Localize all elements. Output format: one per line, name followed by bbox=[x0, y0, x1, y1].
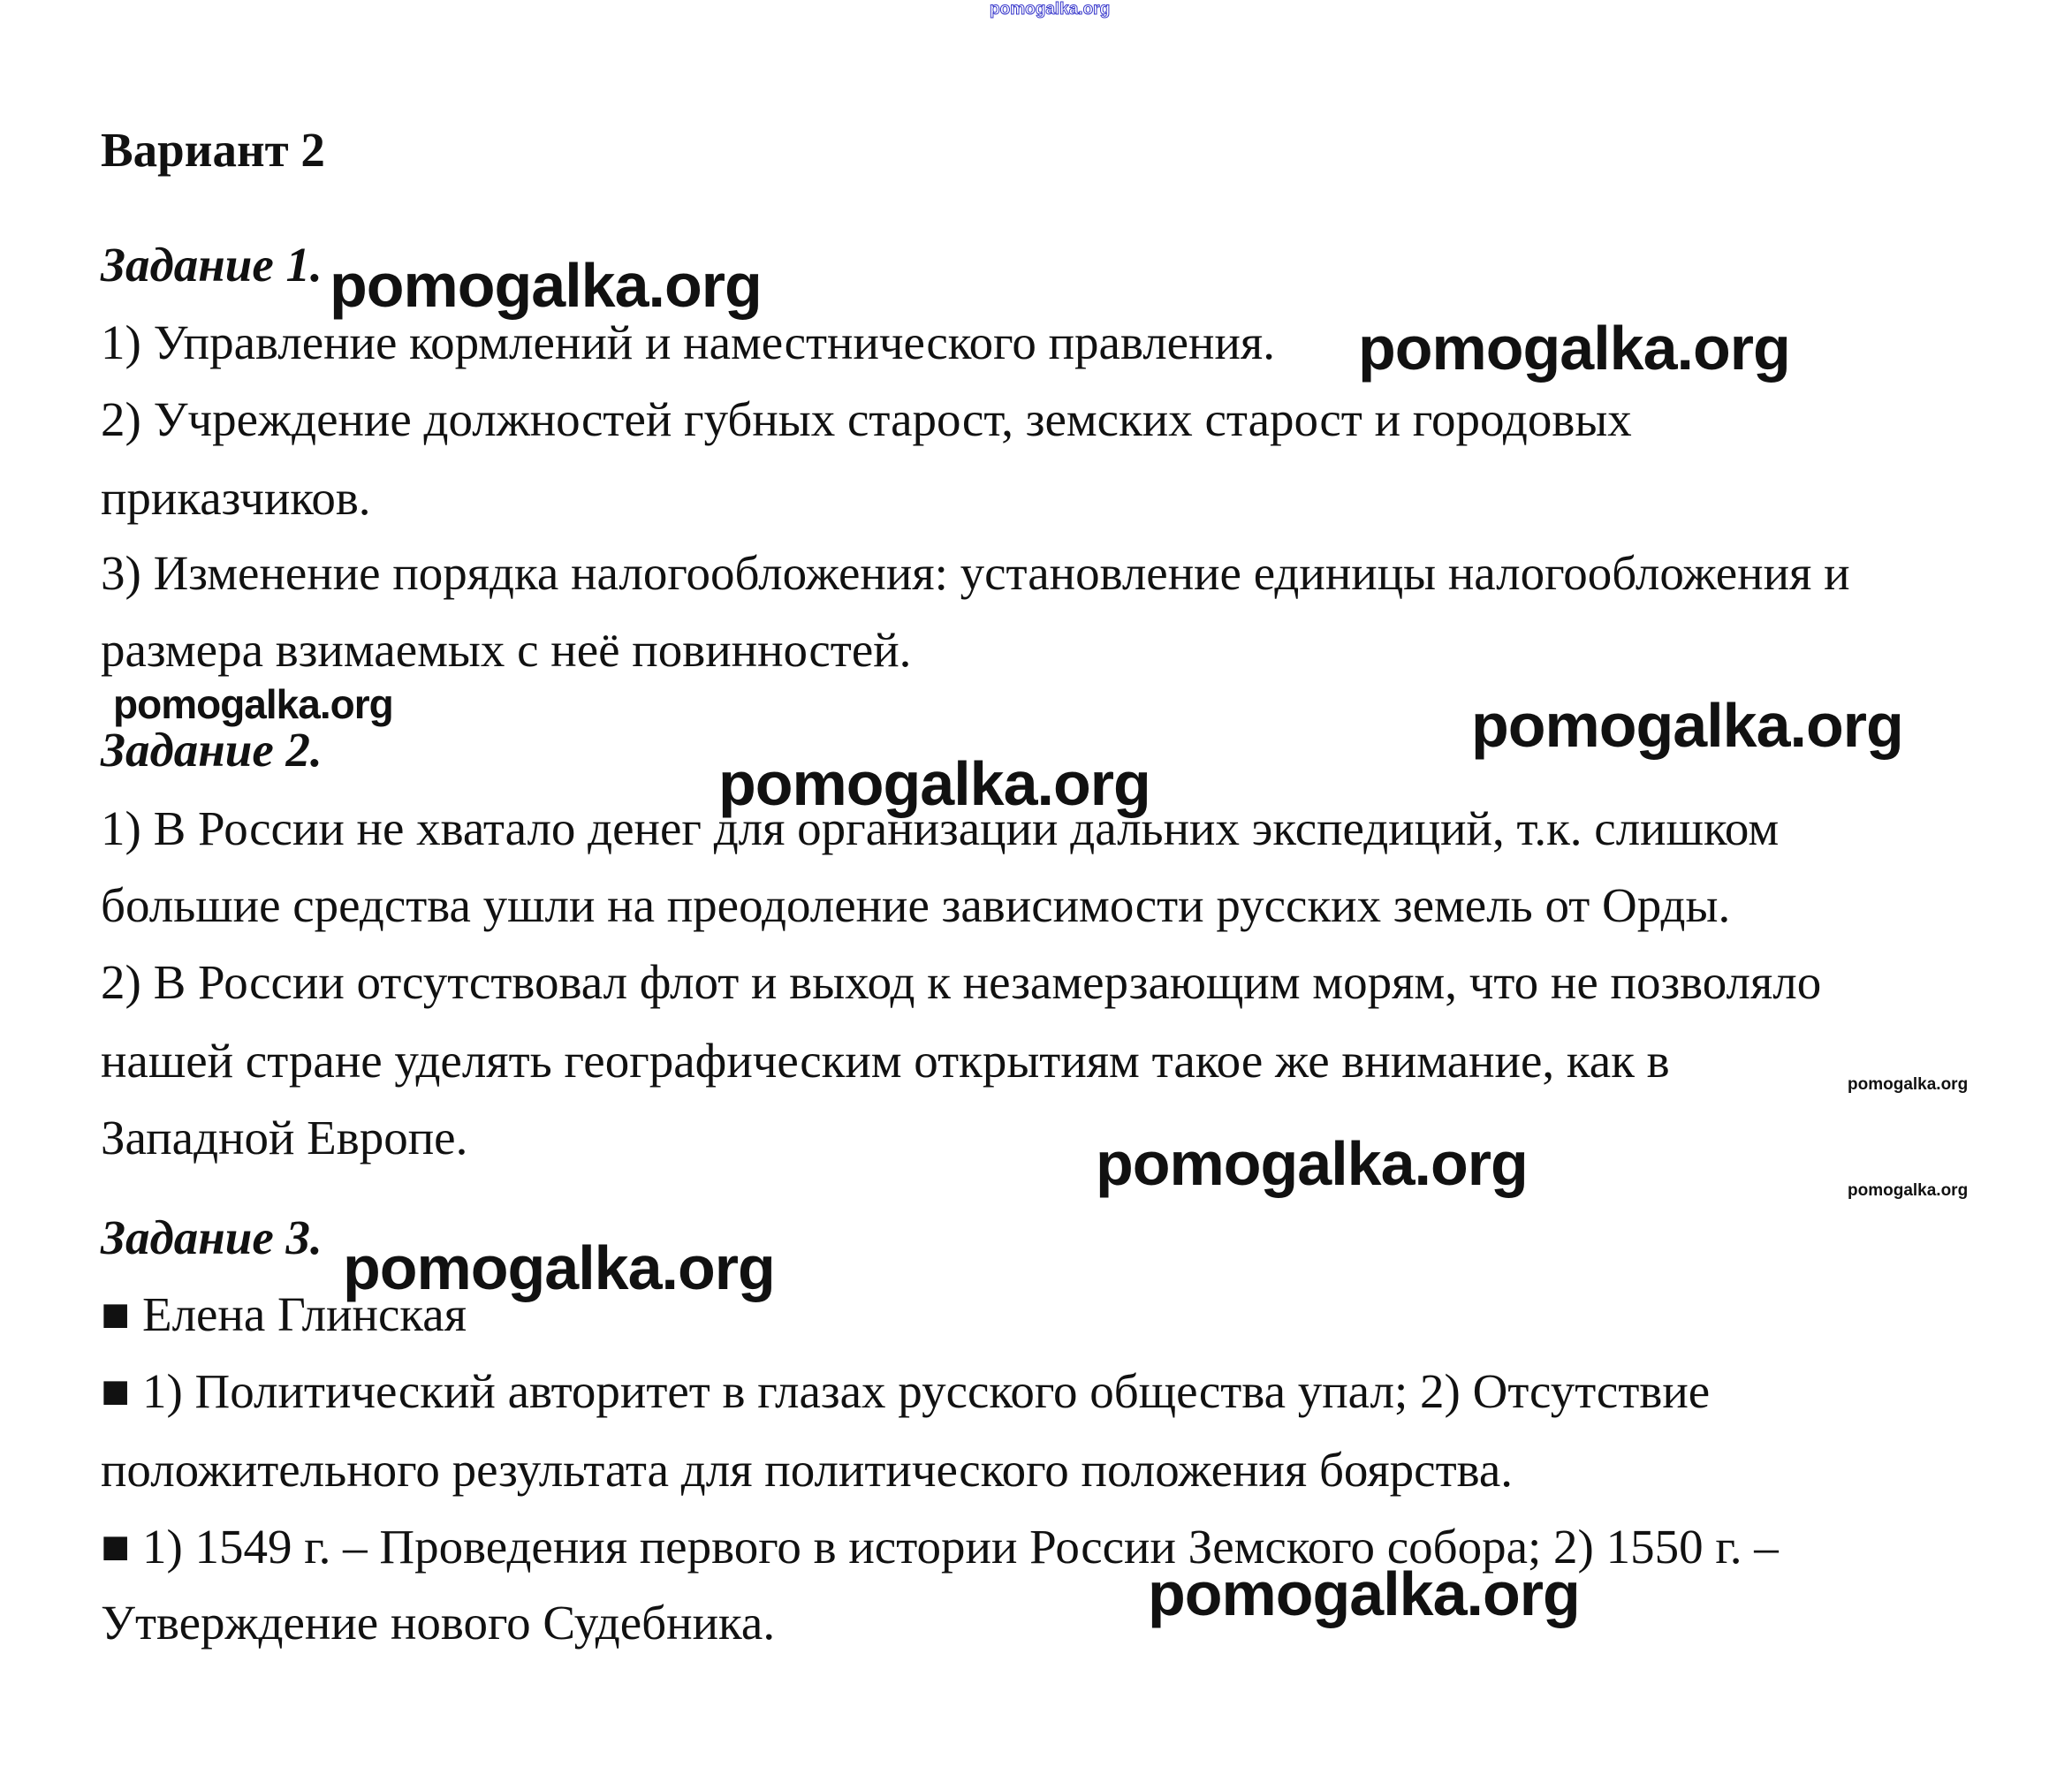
watermark: pomogalka.org bbox=[330, 251, 762, 320]
page-title: Вариант 2 bbox=[101, 123, 325, 177]
task-1-line: приказчиков. bbox=[101, 471, 371, 525]
task-1-line: размера взимаемых с неё повинностей. bbox=[101, 623, 912, 677]
task-2-line: 1) В России не хватало денег для организации дальних экспедиций, т.к. слишком bbox=[101, 801, 1780, 855]
task-3-line: ■ Елена Глинская bbox=[101, 1287, 467, 1341]
watermark: pomogalka.org bbox=[113, 681, 393, 727]
watermark: pomogalka.org bbox=[1848, 1181, 1969, 1200]
task-2-line: нашей стране уделять географическим открытиям такое же внимание, как в bbox=[101, 1034, 1670, 1088]
task-2-line: Западной Европе. bbox=[101, 1111, 468, 1164]
watermark: pomogalka.org bbox=[343, 1233, 775, 1302]
task-1-heading: Задание 1. bbox=[101, 238, 323, 292]
header-watermark: pomogalka.org bbox=[990, 0, 1111, 19]
task-3-line: положительного результата для политического положения боярства. bbox=[101, 1443, 1514, 1497]
task-3-line: ■ 1) 1549 г. – Проведения первого в истории России Земского собора; 2) 1550 г. – bbox=[101, 1520, 1779, 1574]
watermark: pomogalka.org bbox=[1096, 1129, 1528, 1198]
task-3-line: Утверждение нового Судебника. bbox=[101, 1596, 776, 1650]
task-1-line: 1) Управление кормлений и наместнического правления. bbox=[101, 315, 1275, 369]
task-3-line: ■ 1) Политический авторитет в глазах русского общества упал; 2) Отсутствие bbox=[101, 1364, 1711, 1418]
task-1-line: 2) Учреждение должностей губных старост, земских старост и городовых bbox=[101, 392, 1632, 446]
task-2-line: большие средства ушли на преодоление зависимости русских земель от Орды. bbox=[101, 878, 1731, 932]
task-2-line: 2) В России отсутствовал флот и выход к незамерзающим морям, что не позволяло bbox=[101, 955, 1822, 1009]
watermark: pomogalka.org bbox=[1848, 1075, 1969, 1094]
task-1-line: 3) Изменение порядка налогообложения: установление единицы налогообложения и bbox=[101, 546, 1850, 600]
watermark: pomogalka.org bbox=[1358, 314, 1790, 383]
watermark: pomogalka.org bbox=[718, 749, 1150, 818]
watermark: pomogalka.org bbox=[1148, 1559, 1580, 1628]
task-3-heading: Задание 3. bbox=[101, 1210, 323, 1264]
watermark: pomogalka.org bbox=[1471, 691, 1903, 760]
task-2-heading: Задание 2. bbox=[101, 723, 323, 777]
